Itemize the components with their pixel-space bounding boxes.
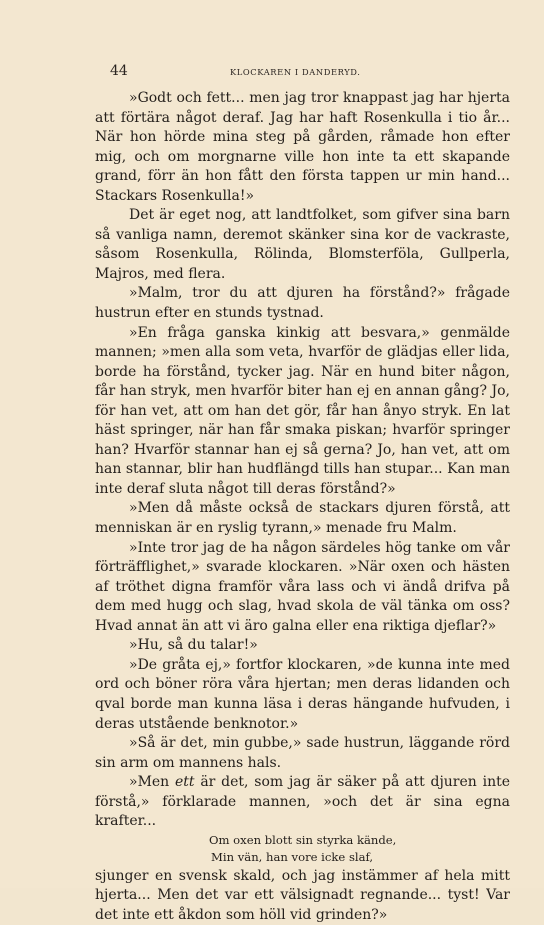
- paragraph: »En fråga ganska kinkig att besvara,» genmälde mannen; »men alla som veta, hvarför de glädjas eller lida, borde ha förstånd, tycker jag. När en hund biter någon, får han stryk, men hvarför biter han ej en annan gång? Jo, för han vet, att om han det gör, får han ånyo stryk. En lat häst springer, när han får smaka piskan; hvarför springer han? Hvarför stannar han ej så gerna? Jo, han vet, att om han stannar, blir han hudflängd tills han stupar... Kan man inte deraf sluta något till deras förstånd?»: [95, 324, 510, 497]
- paragraph: Det är eget nog, att landtfolket, som gifver sina barn så vanliga namn, deremot skänker sina kor de vackraste, såsom Rosenkulla, Rölinda, Blomsterföla, Gullperla, Majros, med flera.: [95, 207, 510, 282]
- paragraph: »Så är det, min gubbe,» sade hustrun, läggande rörd sin arm om mannens hals.: [95, 735, 510, 771]
- verse-line: Om oxen blott sin styrka kände,: [209, 832, 397, 847]
- paragraph: »Hu, så du talar!»: [129, 637, 258, 654]
- paragraph: »Men då måste också de stackars djuren förstå, att menniskan är en ryslig tyrann,» menade fru Malm.: [95, 500, 510, 537]
- verse-line: Min vän, han vore icke slaf,: [211, 849, 374, 864]
- paragraph-text: är det, som jag är säker på att djuren inte förstå,» förklarade mannen, »och det är sina egna krafter...: [95, 774, 511, 830]
- paragraph: »Inte tror jag de ha någon särdeles hög tanke om vår förträfflighet,» svarade klockaren. »När oxen och hästen af tröthet digna framför våra lass och vi ändå drifva på dem med hugg och slag, hvad skola de väl tänka om oss? Hvad annat än att vi äro galna eller ena riktiga djeflar?»: [95, 539, 510, 634]
- page-header: [95, 63, 510, 79]
- paragraph: »Godt och fett... men jag tror knappast jag har hjerta att förtära något deraf. Jag har haft Rosenkulla i tio år... När hon hörde mina steg på gården, råmade hon efter mig, och om morgnarne ville hon inte ta ett skapande grand, förr än hon fått den första tappen ur min hand... Stackars Rosenkulla!»: [95, 90, 510, 204]
- emphasized-word: ett: [175, 774, 195, 791]
- running-head: KLOCKAREN I DANDERYD.: [230, 67, 361, 77]
- paragraph-with-emphasis: [95, 773, 510, 832]
- closing-paragraph: sjunger en svensk skald, och jag instämmer af hela mitt hjerta... Men det var ett välsignadt regnande... tyst! Var det inte ett åkdon som höll vid grinden?»: [95, 867, 510, 923]
- page-number: 44: [110, 63, 128, 79]
- verse-quote: [95, 832, 510, 866]
- paragraph-text: »Men: [129, 774, 175, 791]
- paragraph: »Malm, tror du att djuren ha förstånd?» frågade hustrun efter en stunds tystnad.: [95, 285, 510, 322]
- body-text: [95, 89, 510, 925]
- paragraph: »De gråta ej,» fortfor klockaren, »de kunna inte med ord och böner röra våra hjertan; men deras lidanden och qval borde man kunna läsa i deras hängande hufvuden, i deras utstående benknotor.»: [95, 656, 510, 732]
